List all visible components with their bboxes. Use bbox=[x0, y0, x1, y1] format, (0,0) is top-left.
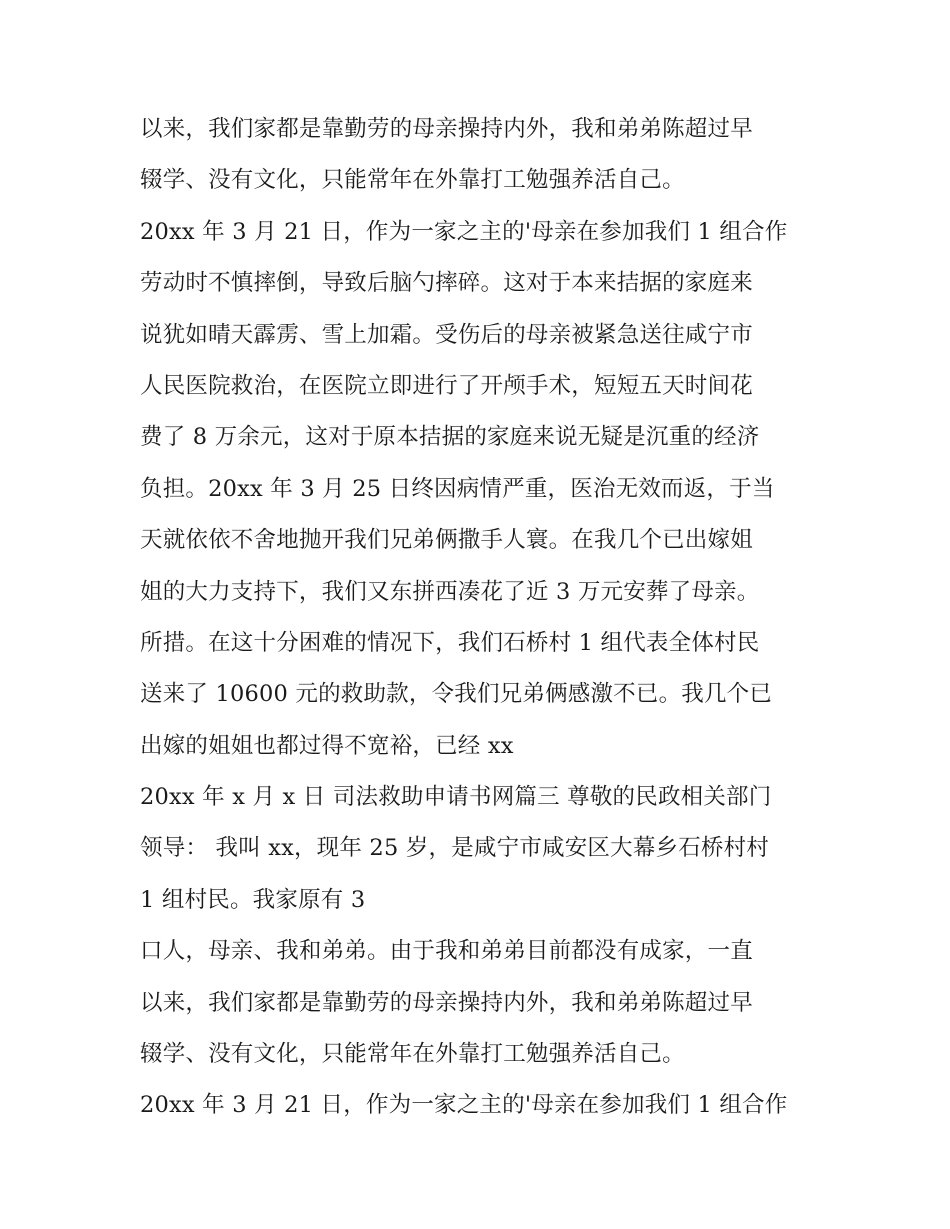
text-line: 负担。20xx 年 3 月 25 日终因病情严重，医治无效而返，于当 bbox=[140, 475, 775, 502]
text-line: 辍学、没有文化，只能常年在外靠打工勉强养活自己。 bbox=[140, 1041, 685, 1068]
text-line: 费了 8 万余元，这对于原本拮据的家庭来说无疑是沉重的经济 bbox=[140, 424, 760, 451]
text-line: 20xx 年 x 月 x 日 司法救助申请书网篇三 尊敬的民政相关部门 bbox=[140, 784, 772, 811]
text-line: 20xx 年 3 月 21 日，作为一家之主的'母亲在参加我们 1 组合作 bbox=[140, 218, 788, 245]
text-line: 20xx 年 3 月 21 日，作为一家之主的'母亲在参加我们 1 组合作 bbox=[140, 1092, 788, 1119]
text-line: 人民医院救治，在医院立即进行了开颅手术，短短五天时间花 bbox=[140, 372, 753, 399]
text-line: 口人，母亲、我和弟弟。由于我和弟弟目前都没有成家，一直 bbox=[140, 938, 753, 965]
text-line: 天就依依不舍地抛开我们兄弟俩撒手人寰。在我几个已出嫁姐 bbox=[140, 527, 753, 554]
text-line: 说犹如晴天霹雳、雪上加霜。受伤后的母亲被紧急送往咸宁市 bbox=[140, 321, 753, 348]
text-line: 辍学、没有文化，只能常年在外靠打工勉强养活自己。 bbox=[140, 167, 685, 194]
text-line: 以来，我们家都是靠勤劳的母亲操持内外，我和弟弟陈超过早 bbox=[140, 989, 753, 1016]
text-line: 1 组村民。我家原有 3 bbox=[140, 886, 366, 913]
text-line: 出嫁的姐姐也都过得不宽裕，已经 xx bbox=[140, 732, 514, 759]
text-line: 姐的大力支持下，我们又东拼西凑花了近 3 万元安葬了母亲。 bbox=[140, 578, 760, 605]
text-line: 送来了 10600 元的救助款，令我们兄弟俩感激不已。我几个已 bbox=[140, 681, 773, 708]
text-line: 所措。在这十分困难的情况下，我们石桥村 1 组代表全体村民 bbox=[140, 629, 760, 656]
document-body bbox=[140, 104, 830, 1132]
text-line: 以来，我们家都是靠勤劳的母亲操持内外，我和弟弟陈超过早 bbox=[140, 116, 753, 142]
text-line: 领导： 我叫 xx，现年 25 岁，是咸宁市咸安区大幕乡石桥村村 bbox=[140, 835, 770, 862]
text-line: 劳动时不慎摔倒，导致后脑勺摔碎。这对于本来拮据的家庭来 bbox=[140, 270, 753, 297]
